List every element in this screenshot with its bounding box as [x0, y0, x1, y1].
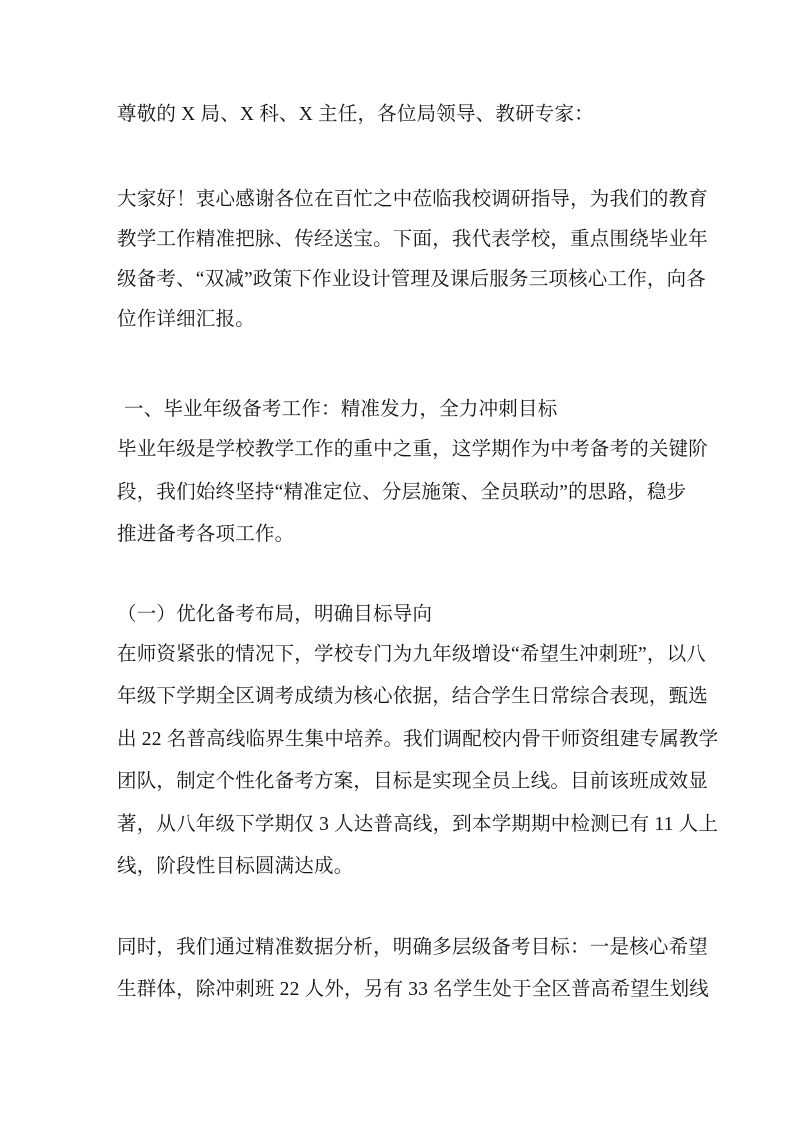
paragraph-line: 毕业年级是学校教学工作的重中之重，这学期作为中考备考的关键阶: [117, 439, 709, 460]
paragraph-line: 生群体，除冲刺班 22 人外，另有 33 名学生处于全区普高希望生划线: [117, 979, 710, 1000]
paragraph-line: 著，从八年级下学期仅 3 人达普高线，到本学期期中检测已有 11 人上: [117, 814, 719, 835]
salutation: 尊敬的 X 局、X 科、X 主任，各位局领导、教研专家：: [117, 104, 594, 125]
paragraph-line: 出 22 名普高线临界生集中培养。我们调配校内骨干师资组建专属教学: [117, 729, 719, 750]
paragraph-line: 团队，制定个性化备考方案，目标是实现全员上线。目前该班成效显: [117, 771, 709, 792]
paragraph-line: 在师资紧张的情况下，学校专门为九年级增设“希望生冲刺班”，以八: [117, 644, 707, 665]
subsection-heading: （一）优化备考布局，明确目标导向: [117, 604, 433, 625]
intro-line: 大家好！衷心感谢各位在百忙之中莅临我校调研指导，为我们的教育: [117, 189, 709, 210]
section-heading: 一、毕业年级备考工作：精准发力，全力冲刺目标: [124, 399, 558, 420]
intro-line: 位作详细汇报。: [117, 309, 255, 330]
paragraph-line: 段，我们始终坚持“精准定位、分层施策、全员联动”的思路，稳步: [117, 482, 687, 503]
intro-line: 级备考、“双减”政策下作业设计管理及课后服务三项核心工作，向各: [117, 269, 707, 290]
intro-line: 教学工作精准把脉、传经送宝。下面，我代表学校，重点围绕毕业年: [117, 229, 709, 250]
paragraph-line: 年级下学期全区调考成绩为核心依据，结合学生日常综合表现，甄选: [117, 686, 709, 707]
paragraph-line: 同时，我们通过精准数据分析，明确多层级备考目标：一是核心希望: [117, 937, 709, 958]
paragraph-line: 推进备考各项工作。: [117, 524, 295, 545]
paragraph-line: 线，阶段性目标圆满达成。: [117, 856, 354, 877]
